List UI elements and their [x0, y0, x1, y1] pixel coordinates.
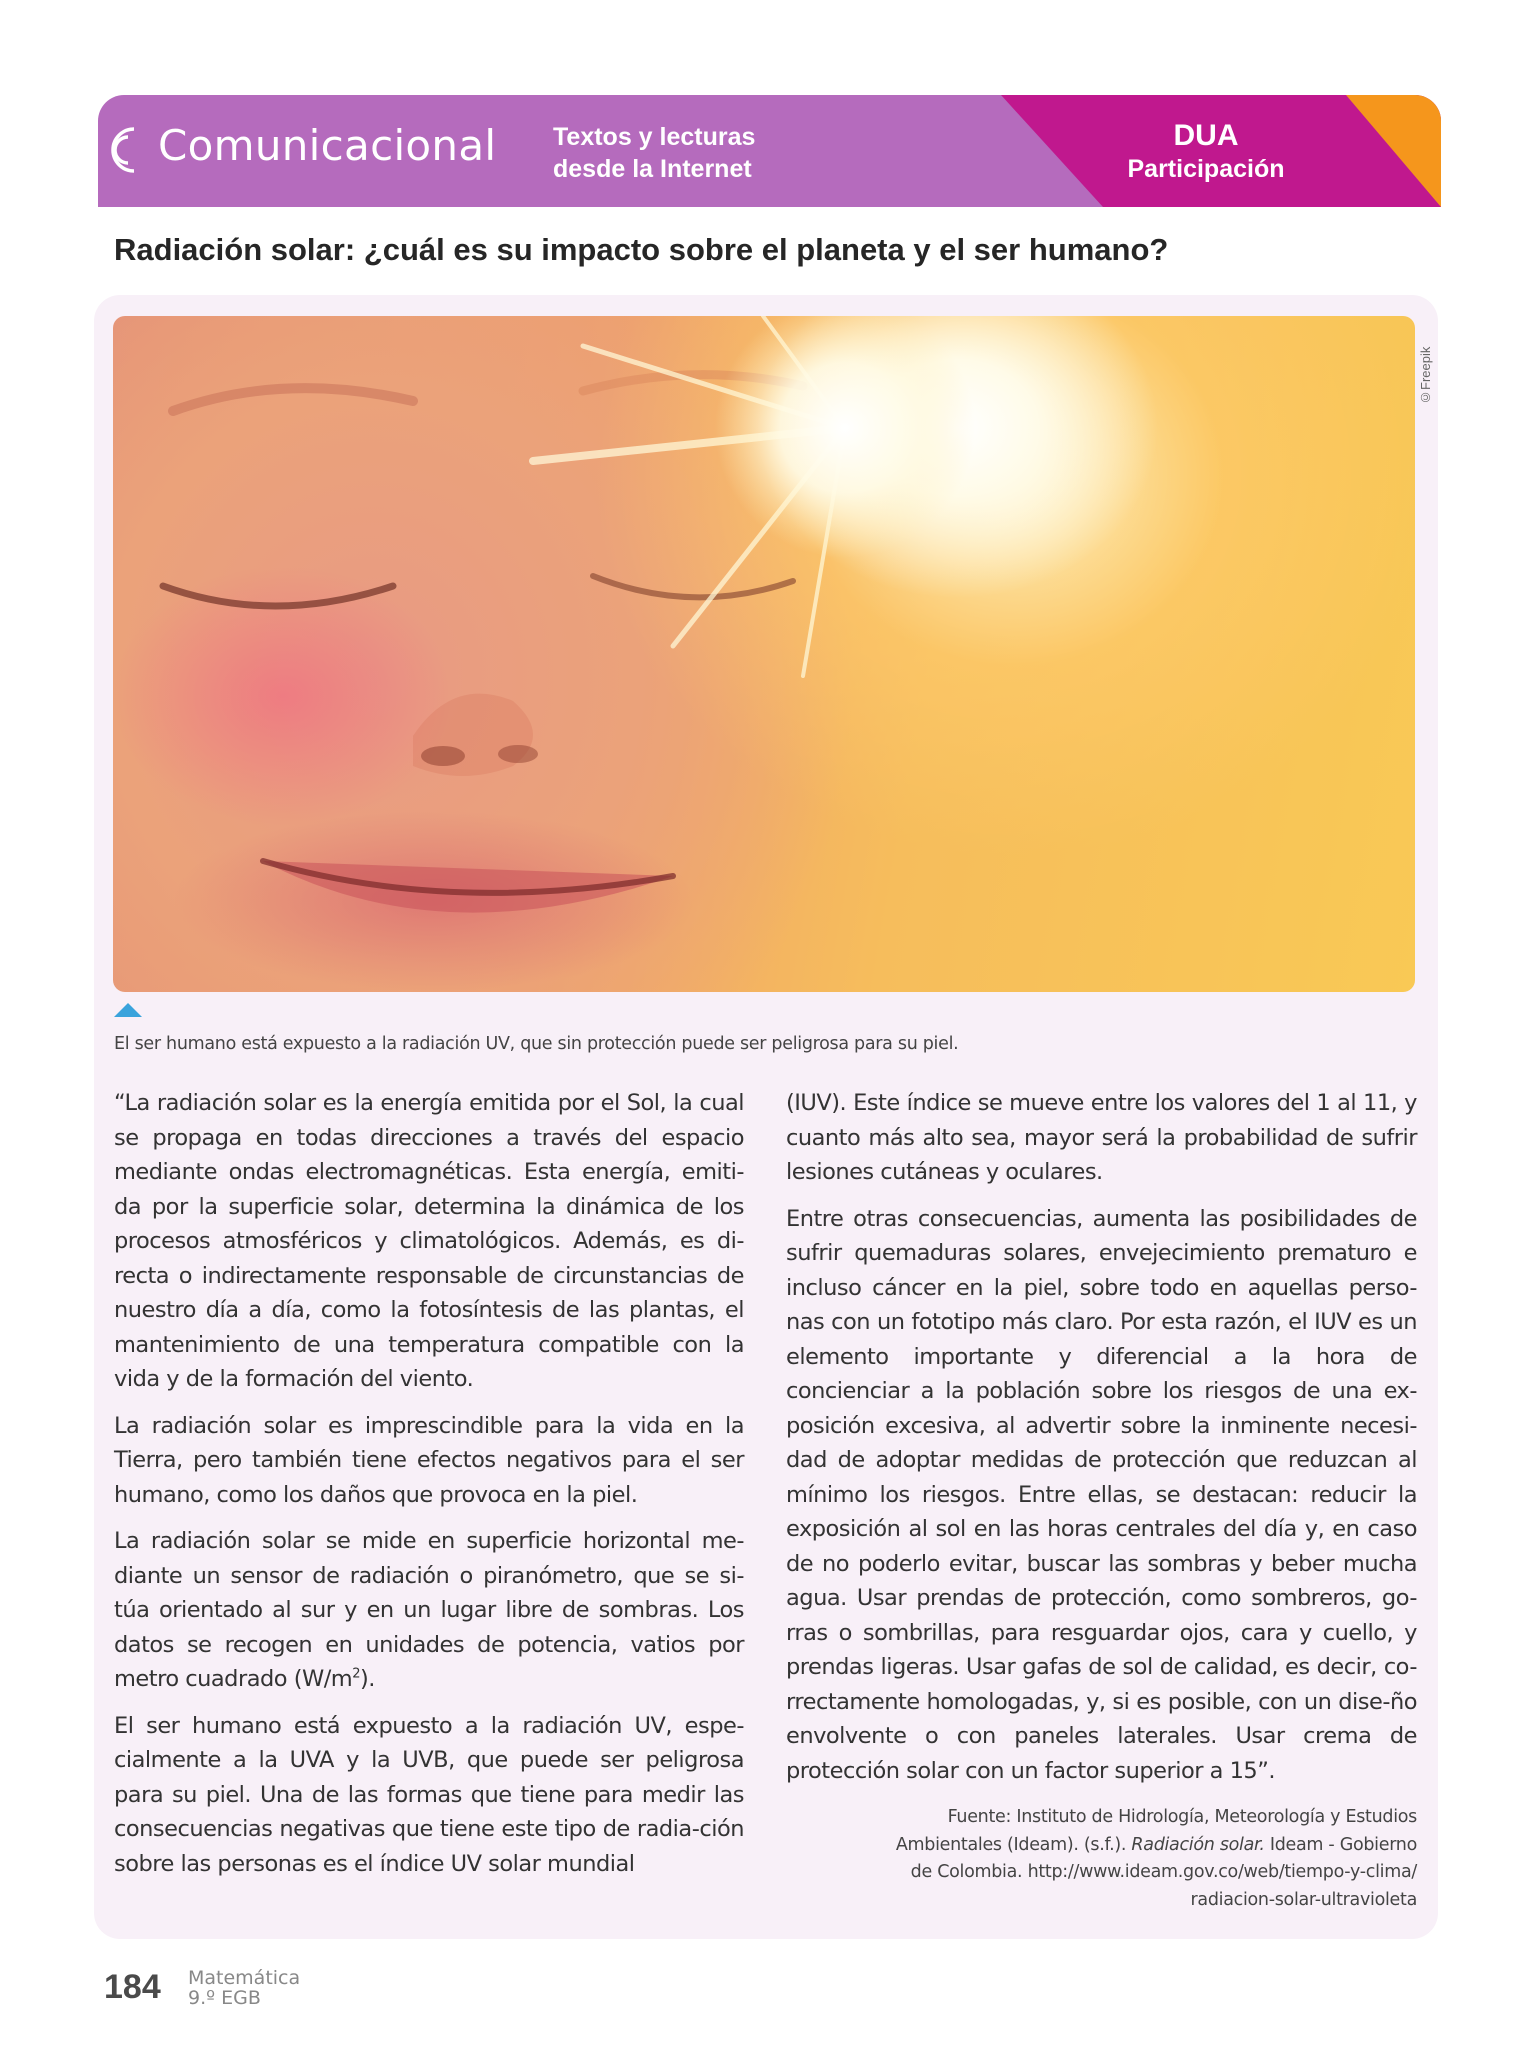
superscript: 2 [352, 1666, 361, 1682]
footer-grade: 9.º EGB [188, 1987, 261, 2009]
citation-text: Ambientales (Ideam). (s.f.). [895, 1834, 1132, 1855]
subtitle-line-1: Textos y lecturas [553, 123, 756, 151]
paragraph: “La radiación solar es la energía emitida por el Sol, la cual se propaga en todas direcciones a través del espacio mediante ondas electromagnéticas. Esta energía, emiti-da por la superficie solar, determina la dinámica de los procesos atmosféricos y climatológicos. Además, es di-recta o indirectamente responsable de circunstancias de nuestro día a día, como la fotosíntesis de las plantas, el mantenimiento de una temperatura compatible con la vida y de la formación del viento. [114, 1090, 744, 1392]
citation-title: Radiación solar. [1131, 1834, 1265, 1855]
footer-subject: Matemática [188, 1967, 301, 1989]
subtitle-line-2: desde la Internet [553, 155, 752, 183]
paragraph-text: La radiación solar se mide en superficie horizontal me-diante un sensor de radiación o piranómetro, que se si-túa orientado al sur y en un lugar libre de sombras. Los datos se recogen en unidades de potencia, vatios por metro cuadrado (W/m [114, 1528, 744, 1692]
citation-link[interactable]: de Colombia. http://www.ideam.gov.co/web/tiempo-y-clima/ [910, 1862, 1417, 1882]
paragraph: (IUV). Este índice se mueve entre los valores del 1 al 11, y cuanto más alto sea, mayor será la probabilidad de sufrir lesiones cutáneas y oculares. [786, 1090, 1417, 1185]
section-banner [98, 95, 1441, 207]
paragraph: Entre otras consecuencias, aumenta las posibilidades de sufrir quemaduras solares, envejecimiento prematuro e incluso cáncer en la piel, sobre todo en aquellas perso-nas con un fototipo más claro. Por esta razón, el IUV es un elemento importante y diferencial a la hora de concienciar a la población sobre los riesgos de una ex-posición excesiva, al advertir sobre la inminente necesi-dad de adoptar medidas de protección que reduzcan al mínimo los riesgos. Entre ellas, se destacan: reducir la exposición al sol en las horas centrales del día y, en caso de no poderlo evitar, buscar las sombras y beber mucha agua. Usar prendas de protección, como sombreros, go-rras o sombrillas, para resguardar ojos, cara y cuello, y prendas ligeras. Usar gafas de sol de calidad, es decir, co-rrectamente homologadas, y, si es posible, con un dise-ño envolvente o con paneles laterales. Usar crema de protección solar con un factor superior a 15”. [786, 1205, 1417, 1784]
dua-label [1096, 119, 1316, 185]
footer-book-info [188, 1968, 300, 2008]
image-caption: El ser humano está expuesto a la radiación UV, que sin protección puede ser peligrosa para su piel. [114, 1034, 959, 1054]
citation-text: Ideam - Gobierno [1264, 1834, 1417, 1855]
text-column-left [114, 1086, 744, 1881]
source-citation [786, 1804, 1417, 1914]
dua-subtitle: Participación [1127, 155, 1285, 183]
child-face-illustration [113, 316, 1415, 992]
citation-line: Fuente: Instituto de Hidrología, Meteorología y Estudios [947, 1807, 1417, 1827]
paragraph [114, 1524, 744, 1697]
section-name: Comunicacional [158, 121, 497, 170]
comunicacional-logo-icon [98, 115, 146, 185]
paragraph-text-end: ). [360, 1666, 375, 1692]
citation-line [786, 1832, 1417, 1860]
dua-title: DUA [1173, 119, 1239, 152]
citation-link[interactable]: radiacion-solar-ultravioleta [1190, 1889, 1417, 1910]
image-credit: ©Freepik [1418, 346, 1433, 405]
page-title: Radiación solar: ¿cuál es su impacto sobre el planeta y el ser humano? [114, 232, 1169, 267]
caption-marker-icon [114, 1003, 142, 1017]
page-number: 184 [104, 1968, 161, 2006]
section-subtitle [553, 121, 755, 185]
text-column-right [786, 1086, 1417, 1788]
paragraph: La radiación solar es imprescindible para la vida en la Tierra, pero también tiene efectos negativos para el ser humano, como los daños que provoca en la piel. [114, 1412, 744, 1508]
paragraph: El ser humano está expuesto a la radiación UV, espe-cialmente a la UVA y la UVB, que puede ser peligrosa para su piel. Una de las formas que tiene para medir las consecuencias negativas que tiene este tipo de radia-ción sobre las personas es el índice UV solar mundial [114, 1712, 744, 1877]
sun-face-photo [113, 316, 1415, 992]
